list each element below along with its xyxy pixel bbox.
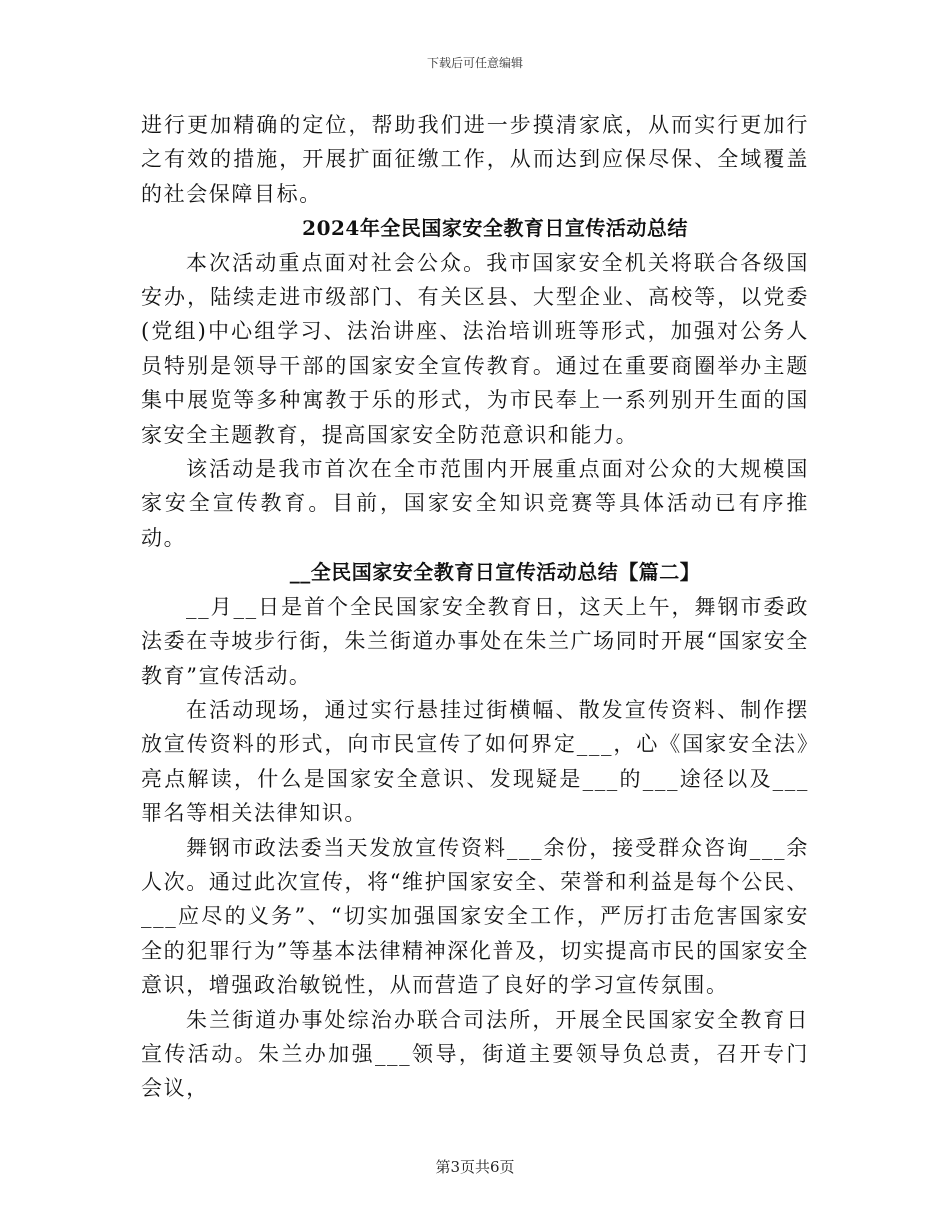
section-heading: 2024年全民国家安全教育日宣传活动总结 — [302, 216, 688, 241]
paragraph: 在活动现场，通过实行悬挂过街横幅、散发宣传资料、制作摆放宣传资料的形式，向市民宣传了如何界定___，心《国家安全法》亮点解读，什么是国家安全意识、发现疑是___的___途径以及___罪名等相关法律知识。 — [141, 697, 809, 826]
paragraph: 舞钢市政法委当天发放宣传资料___余份，接受群众咨询___余人次。通过此次宣传，将“维护国家安全、荣誉和利益是每个公民、___应尽的义务”、“切实加强国家安全工作，严厉打击危害国家安全的犯罪行为”等基本法律精神深化普及，切实提高市民的国家安全意识，增强政治敏锐性，从而营造了良好的学习宣传氛围。 — [141, 835, 809, 998]
paragraph: __月__日是首个全民国家安全教育日，这天上午，舞钢市委政法委在寺坡步行街，朱兰街道办事处在朱兰广场同时开展“国家安全教育”宣传活动。 — [141, 594, 809, 688]
document-body — [141, 108, 809, 1106]
page-footer: 第3页共6页 — [435, 1158, 515, 1176]
paragraph: 本次活动重点面对社会公众。我市国家安全机关将联合各级国安办，陆续走进市级部门、有关区县、大型企业、高校等，以党委(党组)中心组学习、法治讲座、法治培训班等形式，加强对公务人员特别是领导干部的国家安全宣传教育。通过在重要商圈举办主题集中展览等多种寓教于乐的形式，为市民奉上一系列别开生面的国家安全主题教育，提高国家安全防范意识和能力。 — [141, 250, 809, 447]
section-heading: __全民国家安全教育日宣传活动总结【篇二】 — [289, 560, 701, 585]
page-header: 下载后可任意编辑 — [426, 56, 523, 70]
paragraph: 朱兰街道办事处综治办联合司法所，开展全民国家安全教育日宣传活动。朱兰办加强___领导，街道主要领导负总责，召开专门会议， — [141, 1007, 809, 1101]
paragraph: 该活动是我市首次在全市范围内开展重点面对公众的大规模国家安全宣传教育。目前，国家安全知识竞赛等具体活动已有序推动。 — [141, 457, 809, 550]
paragraph-continued: 进行更加精确的定位，帮助我们进一步摸清家底，从而实行更加行之有效的措施，开展扩面征缴工作，从而达到应保尽保、全域覆盖的社会保障目标。 — [141, 113, 809, 206]
